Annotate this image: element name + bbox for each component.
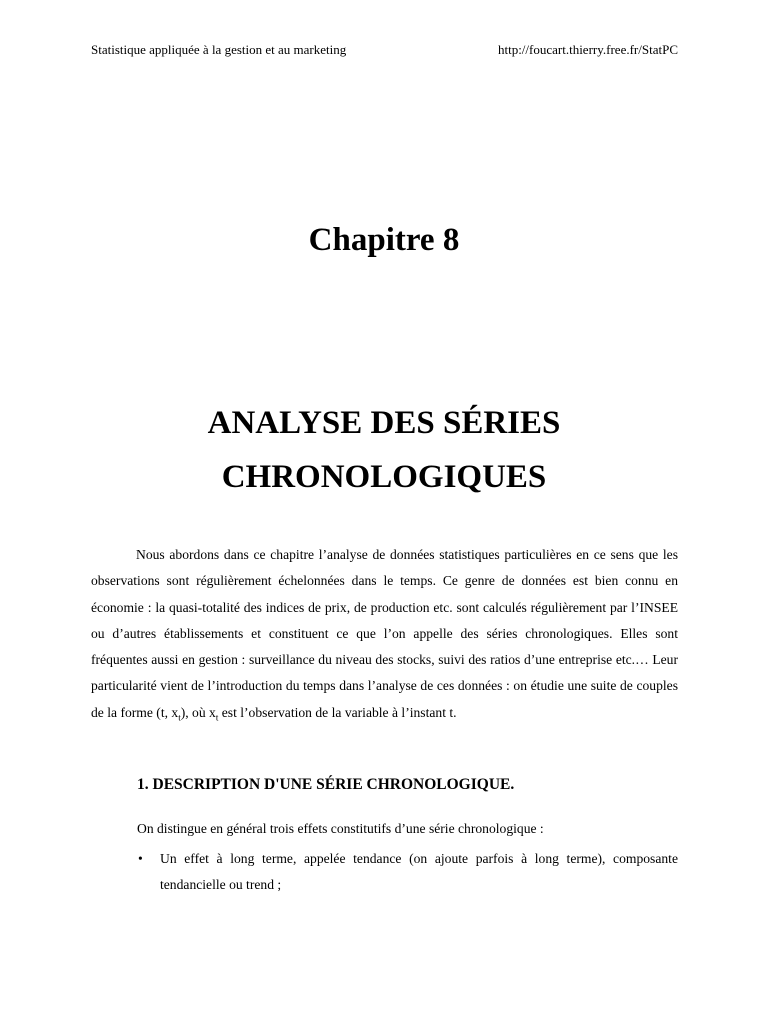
section-heading: 1. DESCRIPTION D'UNE SÉRIE CHRONOLOGIQUE.: [137, 776, 515, 793]
bullet-list: [137, 846, 678, 899]
header-url-text: http://foucart.thierry.free.fr/StatPC: [497, 42, 678, 57]
bullet-icon: •: [138, 851, 143, 866]
header-left-text: Statistique appliquée à la gestion et au marketing: [91, 42, 347, 57]
chapter-title-line-2: CHRONOLOGIQUES: [221, 459, 547, 495]
chapter-title-line-1: ANALYSE DES SÉRIES: [207, 405, 561, 441]
intro-text-mid: ), où x: [180, 704, 216, 720]
chapter-title: [0, 396, 768, 504]
intro-subscript-1: t: [178, 712, 181, 723]
chapter-label: Chapitre 8: [308, 222, 460, 258]
section-intro-text: On distingue en général trois effets constitutifs d’une série chronologique :: [137, 821, 544, 836]
page-header: [91, 42, 678, 58]
intro-text-main: Nous abordons dans ce chapitre l’analyse de données statistiques particulières en ce sens que les observations sont régulièrement échelonnées dans le temps. Ce genre de données est bien connu en économie : la quasi-totalité des indices de prix, de production etc. sont calculés régulièrement par l’INSEE ou d’autres établissements et constituent ce que l’on appelle des séries chronologiques. Elles sont fréquentes aussi en gestion : surveillance du niveau des stocks, suivi des ratios d’une entreprise etc.… Leur particularité vient de l’introduction du temps dans l’analyse de ces données : on étudie une suite de couples de la forme (t, x: [91, 547, 678, 720]
list-item: [137, 846, 678, 899]
intro-subscript-2: t: [215, 712, 219, 723]
intro-text-end: est l’observation de la variable à l’instant t.: [218, 704, 457, 720]
intro-paragraph: [91, 542, 678, 731]
bullet-text: Un effet à long terme, appelée tendance (on ajoute parfois à long terme), composante tendancielle ou trend ;: [160, 851, 678, 893]
